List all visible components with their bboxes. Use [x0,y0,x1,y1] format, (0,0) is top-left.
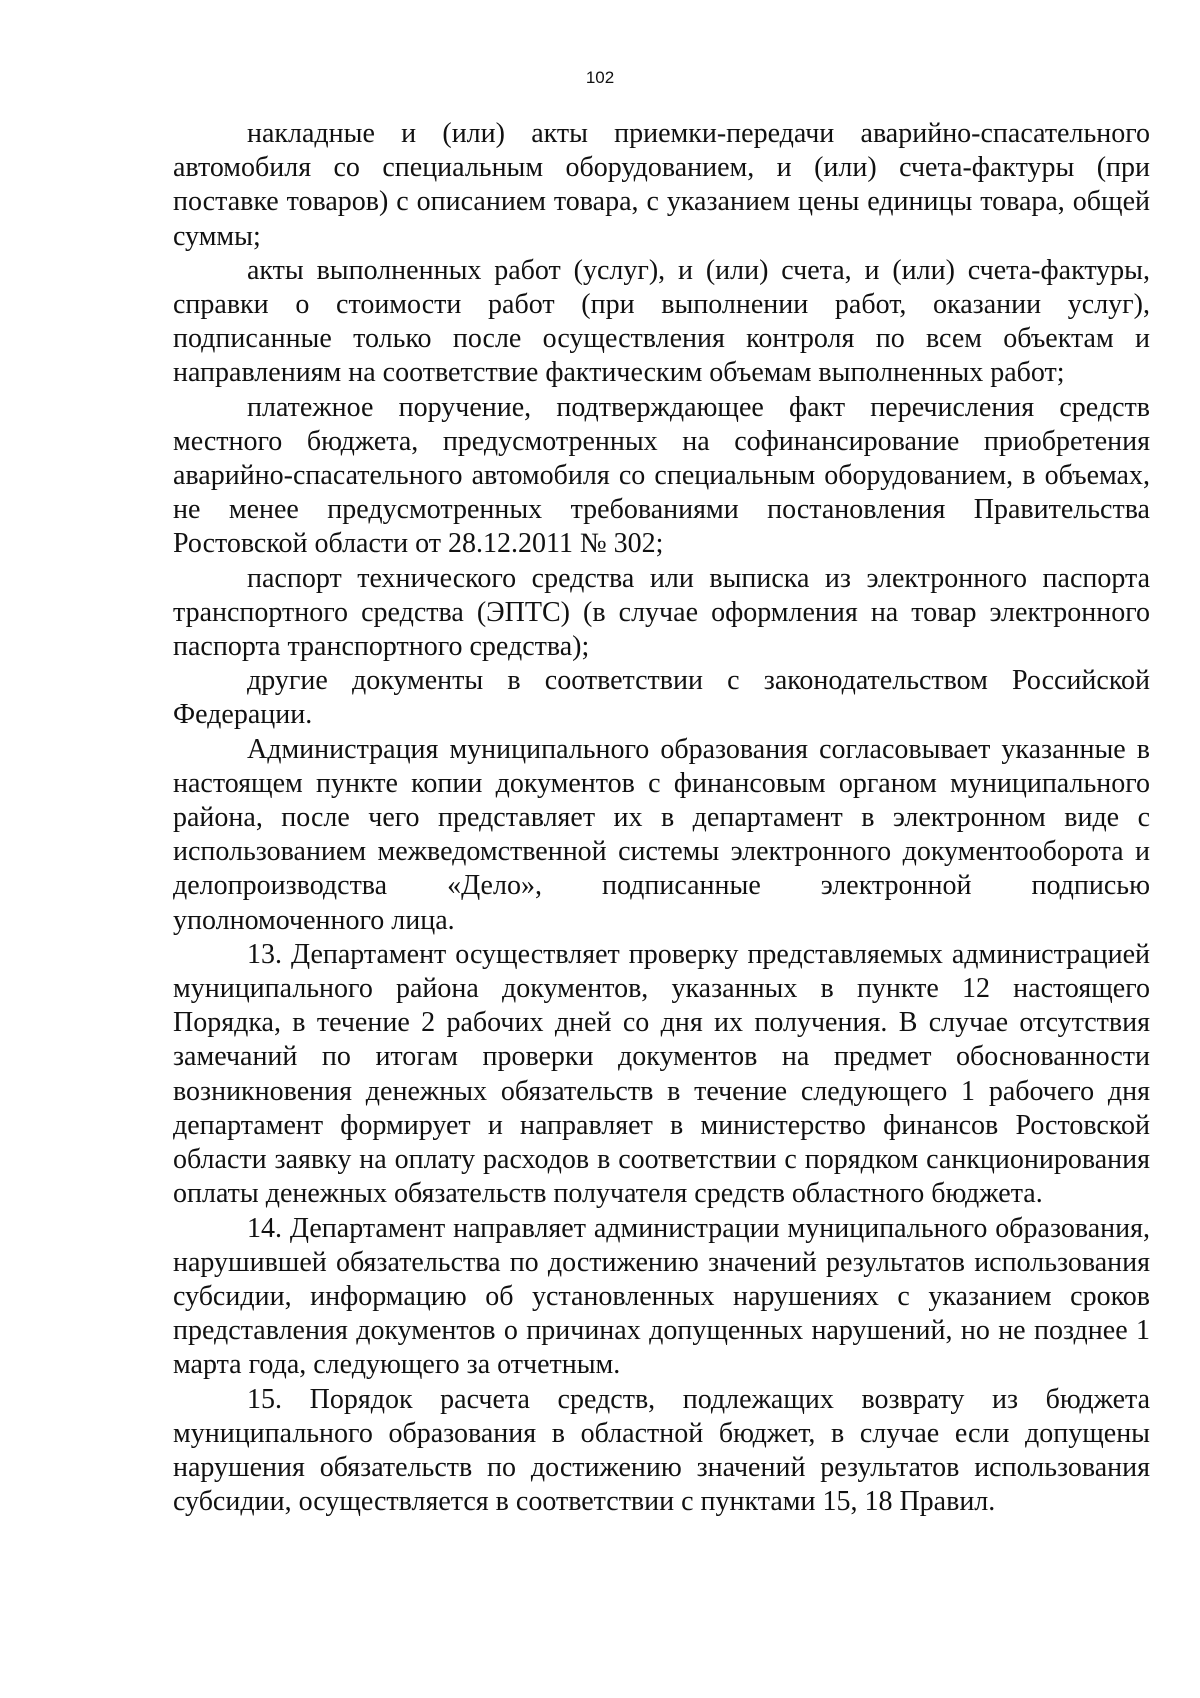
paragraph-vehicle-passport: паспорт технического средства или выписка из электронного паспорта транспортного средства (ЭПТС) (в случае оформления на товар электронного паспорта транспортного средства); [173,562,1150,663]
paragraph-item-14: 14. Департамент направляет администрации муниципального образования, нарушившей обязательства по достижению значений результатов использования субсидии, информацию об установленных нарушениях с указанием сроков представления документов о причинах допущенных нарушений, но не позднее 1 марта года, следующего за отчетным. [173,1212,1150,1381]
paragraph-payment-order: платежное поручение, подтверждающее факт перечисления средств местного бюджета, предусмотренных на софинансирование приобретения аварийно-спасательного автомобиля со специальным оборудованием, в объемах, не менее предусмотренных требованиями постановления Правительства Ростовской области от 28.12.2011 № 302; [173,391,1150,560]
page-number: 102 [585,68,615,87]
paragraph-administration-approval: Администрация муниципального образования согласовывает указанные в настоящем пункте копии документов с финансовым органом муниципального района, после чего представляет их в департамент в электронном виде с использованием межведомственной системы электронного документооборота и делопроизводства «Дело», подписанные электронной подписью уполномоченного лица. [173,733,1150,936]
paragraph-work-acts: акты выполненных работ (услуг), и (или) счета, и (или) счета-фактуры, справки о стоимости работ (при выполнении работ, оказании услуг), подписанные только после осуществления контроля по всем объектам и направлениям на соответствие фактическим объемам выполненных работ; [173,254,1150,389]
paragraph-invoices: накладные и (или) акты приемки-передачи аварийно-спасательного автомобиля со специальным оборудованием, и (или) счета-фактуры (при поставке товаров) с описанием товара, с указанием цены единицы товара, общей суммы; [173,118,1150,252]
document-body [173,117,1150,1519]
paragraph-other-documents: другие документы в соответствии с законодательством Российской Федерации. [173,665,1150,731]
paragraph-item-15: 15. Порядок расчета средств, подлежащих возврату из бюджета муниципального образования в областной бюджет, в случае если допущены нарушения обязательств по достижению значений результатов использования субсидии, осуществляется в соответствии с пунктами 15, 18 Правил. [173,1383,1150,1518]
paragraph-item-13: 13. Департамент осуществляет проверку представляемых администрацией муниципального района документов, указанных в пункте 12 настоящего Порядка, в течение 2 рабочих дней со дня их получения. В случае отсутствия замечаний по итогам проверки документов на предмет обоснованности возникновения денежных обязательств в течение следующего 1 рабочего дня департамент формирует и направляет в министерство финансов Ростовской области заявку на оплату расходов в соответствии с порядком санкционирования оплаты денежных обязательств получателя средств областного бюджета. [173,938,1150,1210]
